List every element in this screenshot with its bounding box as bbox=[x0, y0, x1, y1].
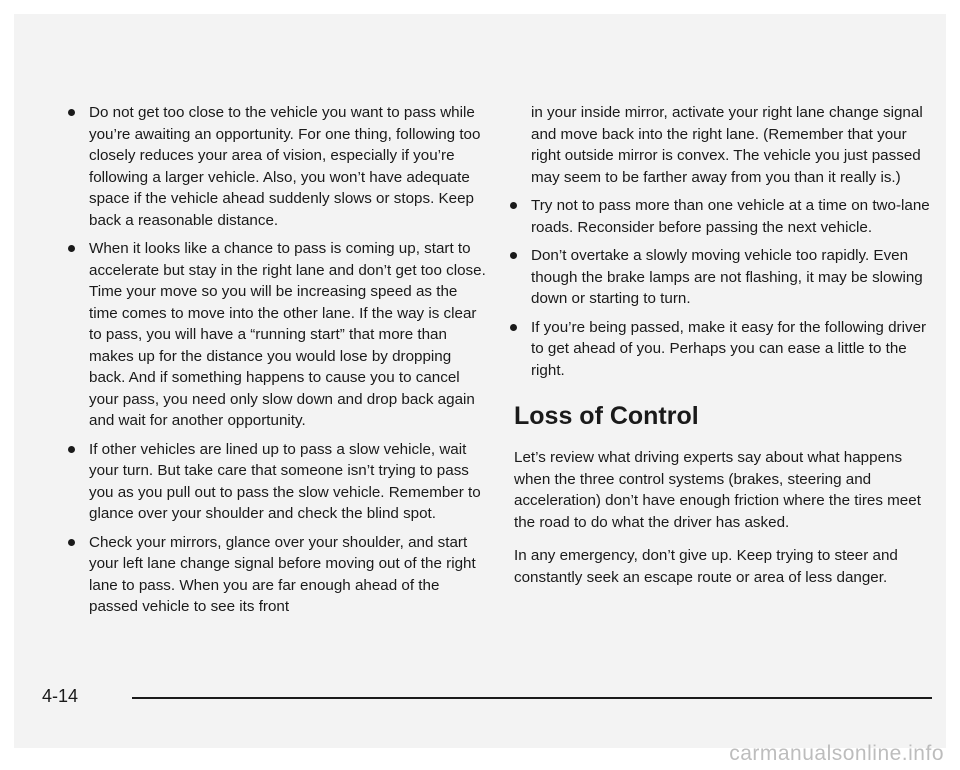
page-number: 4-14 bbox=[42, 686, 79, 706]
list-item bbox=[498, 317, 938, 382]
bullet-icon bbox=[510, 324, 517, 331]
list-item bbox=[498, 195, 938, 238]
section-heading: Loss of Control bbox=[514, 402, 699, 430]
left-column bbox=[56, 102, 488, 625]
manual-page bbox=[14, 14, 946, 748]
page-footer bbox=[42, 684, 932, 708]
bullet-icon bbox=[68, 245, 75, 252]
bullet-text: If you’re being passed, make it easy for the following driver to get ahead of you. Perhaps you can ease a little to the right. bbox=[531, 318, 927, 379]
right-column bbox=[498, 102, 938, 600]
bullet-text: Check your mirrors, glance over your shoulder, and start your left lane change signal before moving out of the right lane to pass. When you are far enough ahead of the passed vehicle to see its front bbox=[89, 533, 476, 615]
footer-rule bbox=[132, 697, 932, 699]
list-item bbox=[56, 532, 488, 618]
paragraph: In any emergency, don’t give up. Keep trying to steer and constantly seek an escape route or area of less danger. bbox=[514, 547, 898, 586]
list-item bbox=[56, 238, 488, 432]
paragraph: Let’s review what driving experts say about what happens when the three control systems (brakes, steering and acceleration) don’t have enough friction where the tires meet the road to do what the driver has asked. bbox=[514, 449, 921, 531]
watermark: carmanualsonline.info bbox=[729, 742, 944, 765]
bullet-icon bbox=[510, 202, 517, 209]
list-item bbox=[56, 439, 488, 525]
bullet-icon bbox=[68, 446, 75, 453]
list-item bbox=[498, 245, 938, 310]
bullet-text: If other vehicles are lined up to pass a slow vehicle, wait your turn. But take care that someone isn’t trying to pass you as you pull out to pass the slow vehicle. Remember to glance over your shoulder and check the blind spot. bbox=[89, 440, 481, 522]
passing-tips-list bbox=[56, 102, 488, 618]
bullet-icon bbox=[68, 539, 75, 546]
bullet-text: When it looks like a chance to pass is coming up, start to accelerate but stay in the right lane and don’t get too close. Time your move so you will be increasing speed as the time comes to move into the other lane. If the way is clear to pass, you will have a “running start” that more than makes up for the distance you would lose by dropping back. And if something happens to cause you to cancel your pass, you need only slow down and drop back again and wait for another opportunity. bbox=[89, 240, 486, 429]
bullet-icon bbox=[68, 109, 75, 116]
bullet-text: Do not get too close to the vehicle you want to pass while you’re awaiting an opportunity. For one thing, following too closely reduces your area of vision, especially if you’re following a larger vehicle. Also, you won’t have adequate space if the vehicle ahead suddenly slows or stops. Keep back a reasonable distance. bbox=[89, 104, 481, 229]
bullet-icon bbox=[510, 252, 517, 259]
continued-text: in your inside mirror, activate your right lane change signal and move back into the right lane. (Remember that your right outside mirror is convex. The vehicle you just passed may seem to be farther away from you than it really is.) bbox=[531, 104, 923, 186]
bullet-text: Don’t overtake a slowly moving vehicle too rapidly. Even though the brake lamps are not flashing, it may be slowing down or starting to turn. bbox=[531, 247, 923, 307]
bullet-text: Try not to pass more than one vehicle at a time on two-lane roads. Reconsider before passing the next vehicle. bbox=[531, 197, 930, 236]
passing-tips-list-continued bbox=[498, 195, 938, 381]
list-item bbox=[56, 102, 488, 231]
